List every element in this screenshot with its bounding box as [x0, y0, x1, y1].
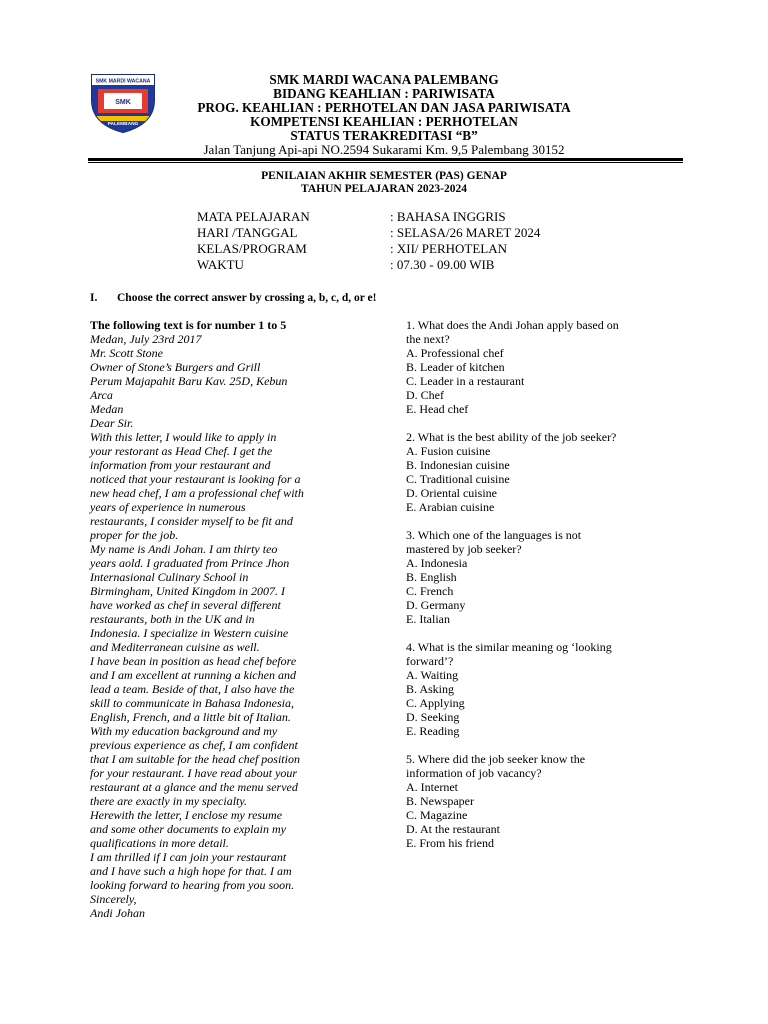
- passage-line: previous experience as chef, I am confident: [90, 738, 298, 752]
- passage-line: proper for the job.: [90, 528, 179, 542]
- passage-line: years of experience in numerous: [90, 500, 246, 514]
- answer-option[interactable]: B. Asking: [406, 682, 455, 696]
- header-divider-thin: [88, 162, 683, 163]
- section-instruction-text: Choose the correct answer by crossing a, b, c, d, or e!: [117, 292, 377, 304]
- answer-option[interactable]: C. French: [406, 584, 454, 598]
- question-stem: 5. Where did the job seeker know the: [406, 752, 586, 766]
- passage-line: there are exactly in my specialty.: [90, 794, 248, 808]
- info-label: HARI /TANGGAL: [197, 225, 298, 240]
- passage-line: Medan, July 23rd 2017: [90, 332, 202, 346]
- passage-line: information from your restaurant and: [90, 458, 271, 472]
- answer-option[interactable]: C. Applying: [406, 696, 465, 710]
- passage-line: Herewith the letter, I enclose my resume: [90, 808, 283, 822]
- question-stem: forward’?: [406, 654, 454, 668]
- passage-line: restaurant at a glance and the menu served: [90, 780, 298, 794]
- passage-line: looking forward to hearing from you soon.: [90, 878, 295, 892]
- field-of-expertise: BIDANG KEAHLIAN : PARIWISATA: [273, 86, 495, 101]
- answer-option[interactable]: A. Internet: [406, 780, 458, 794]
- answer-option[interactable]: C. Magazine: [406, 808, 468, 822]
- logo-text-top: SMK MARDI WACANA: [95, 78, 151, 85]
- info-row-date: [197, 225, 697, 241]
- answer-option[interactable]: C. Traditional cuisine: [406, 472, 510, 486]
- question-stem: 3. Which one of the languages is not: [406, 528, 582, 542]
- answer-option[interactable]: B. Newspaper: [406, 794, 474, 808]
- passage-line: My name is Andi Johan. I am thirty teo: [90, 542, 278, 556]
- info-value: : BAHASA INGGRIS: [390, 209, 506, 224]
- exam-year: TAHUN PELAJARAN 2023-2024: [301, 183, 467, 195]
- info-row-subject: [197, 209, 697, 225]
- passage-line: I have bean in position as head chef before: [90, 654, 297, 668]
- passage-line: Internasional Culinary School in: [90, 570, 249, 584]
- passage-line: and Mediterranean cuisine as well.: [90, 640, 260, 654]
- passage-line: restaurants, I consider myself to be fit and: [90, 514, 293, 528]
- answer-option[interactable]: E. Reading: [406, 724, 460, 738]
- answer-option[interactable]: B. Leader of kitchen: [406, 360, 505, 374]
- passage-line: Perum Majapahit Baru Kav. 25D, Kebun: [90, 374, 288, 388]
- passage-line: With my education background and my: [90, 724, 278, 738]
- info-value: : SELASA/26 MARET 2024: [390, 225, 541, 240]
- question-stem: 2. What is the best ability of the job seeker?: [406, 430, 617, 444]
- logo-text-bottom: PALEMBANG: [107, 122, 139, 127]
- passage-line: Sincerely,: [90, 892, 137, 906]
- passage-line: lead a team. Beside of that, I also have the: [90, 682, 295, 696]
- passage-line: Mr. Scott Stone: [90, 346, 163, 360]
- answer-option[interactable]: B. English: [406, 570, 457, 584]
- competency: KOMPETENSI KEAHLIAN : PERHOTELAN: [250, 114, 518, 129]
- answer-option[interactable]: A. Professional chef: [406, 346, 504, 360]
- info-label: WAKTU: [197, 257, 244, 272]
- header-divider-thick: [88, 158, 683, 161]
- question-stem: mastered by job seeker?: [406, 542, 522, 556]
- question-stem: 1. What does the Andi Johan apply based on: [406, 318, 619, 332]
- answer-option[interactable]: E. Arabian cuisine: [406, 500, 495, 514]
- passage-line: Dear Sir.: [90, 416, 134, 430]
- answer-option[interactable]: D. At the restaurant: [406, 822, 500, 836]
- answer-option[interactable]: E. Italian: [406, 612, 450, 626]
- question-list: [406, 318, 696, 864]
- answer-option[interactable]: D. Seeking: [406, 710, 460, 724]
- school-address: Jalan Tanjung Api-api NO.2594 Sukarami Km. 9,5 Palembang 30152: [203, 142, 565, 157]
- info-row-class: [197, 241, 697, 257]
- question-stem: information of job vacancy?: [406, 766, 542, 780]
- answer-option[interactable]: A. Fusion cuisine: [406, 444, 491, 458]
- passage-line: for your restaurant. I have read about your: [90, 766, 298, 780]
- passage-line: that I am suitable for the head chef position: [90, 752, 300, 766]
- info-value: : 07.30 - 09.00 WIB: [390, 257, 495, 272]
- passage-line: years aold. I graduated from Prince Jhon: [90, 556, 290, 570]
- info-row-time: [197, 257, 697, 273]
- passage-line: Owner of Stone’s Burgers and Grill: [90, 360, 261, 374]
- passage-line: Medan: [90, 402, 124, 416]
- section-instruction: [90, 291, 376, 305]
- passage-line: English, French, and a little bit of Italian.: [90, 710, 291, 724]
- passage-line: Indonesia. I specialize in Western cuisine: [90, 626, 289, 640]
- question-stem: 4. What is the similar meaning og ‘looking: [406, 640, 612, 654]
- passage-line: skill to communicate in Bahasa Indonesia,: [90, 696, 294, 710]
- info-label: MATA PELAJARAN: [197, 209, 310, 224]
- passage-line: and I have such a high hope for that. I am: [90, 864, 292, 878]
- section-number: I.: [90, 292, 98, 304]
- question-stem: the next?: [406, 332, 450, 346]
- passage-line: restaurants, both in the UK and in: [90, 612, 255, 626]
- passage-title: The following text is for number 1 to 5: [90, 318, 287, 332]
- question-4: [406, 640, 696, 738]
- info-label: KELAS/PROGRAM: [197, 241, 307, 256]
- answer-option[interactable]: D. Oriental cuisine: [406, 486, 497, 500]
- answer-option[interactable]: D. Chef: [406, 388, 444, 402]
- answer-option[interactable]: D. Germany: [406, 598, 466, 612]
- answer-option[interactable]: E. From his friend: [406, 836, 494, 850]
- school-name: SMK MARDI WACANA PALEMBANG: [269, 72, 499, 87]
- answer-option[interactable]: E. Head chef: [406, 402, 469, 416]
- question-2: [406, 430, 696, 514]
- passage-line: I am thrilled if I can join your restaurant: [90, 850, 287, 864]
- passage-line: Andi Johan: [90, 906, 145, 920]
- question-3: [406, 528, 696, 626]
- reading-passage: [90, 318, 380, 920]
- answer-option[interactable]: A. Indonesia: [406, 556, 468, 570]
- passage-line: Birmingham, United Kingdom in 2007. I: [90, 584, 285, 598]
- question-1: [406, 318, 696, 416]
- logo-text-mid: SMK: [115, 99, 131, 106]
- passage-line: have worked as chef in several different: [90, 598, 281, 612]
- passage-line: noticed that your restaurant is looking for a: [90, 472, 301, 486]
- passage-line: and I am excellent at running a kichen and: [90, 668, 296, 682]
- passage-line: qualifications in more detail.: [90, 836, 229, 850]
- study-program: PROG. KEAHLIAN : PERHOTELAN DAN JASA PARIWISATA: [197, 100, 571, 115]
- question-5: [406, 752, 696, 850]
- exam-title: PENILAIAN AKHIR SEMESTER (PAS) GENAP: [261, 170, 507, 182]
- answer-option[interactable]: C. Leader in a restaurant: [406, 374, 525, 388]
- info-value: : XII/ PERHOTELAN: [390, 241, 507, 256]
- passage-line: your restorant as Head Chef. I get the: [90, 444, 273, 458]
- passage-line: With this letter, I would like to apply in: [90, 430, 277, 444]
- answer-option[interactable]: B. Indonesian cuisine: [406, 458, 510, 472]
- passage-line: Arca: [90, 388, 113, 402]
- accreditation-status: STATUS TERAKREDITASI “B”: [290, 128, 478, 143]
- passage-line: and some other documents to explain my: [90, 822, 286, 836]
- passage-line: new head chef, I am a professional chef with: [90, 486, 304, 500]
- answer-option[interactable]: A. Waiting: [406, 668, 459, 682]
